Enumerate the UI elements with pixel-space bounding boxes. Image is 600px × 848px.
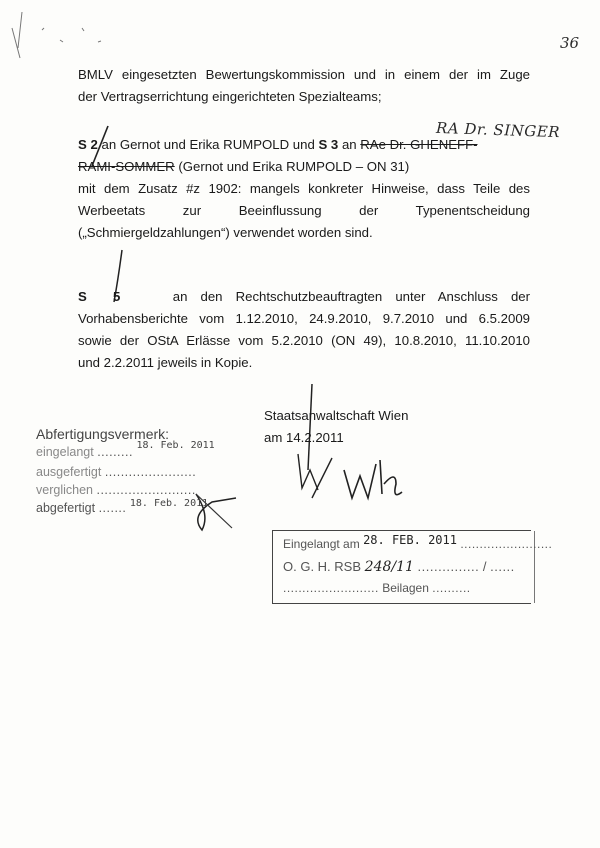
stamp-label: abgefertigt (36, 501, 96, 515)
office-name: Staatsanwaltschaft Wien (264, 408, 409, 423)
abfertigung-stamp (36, 425, 226, 519)
receipt-stamp (272, 530, 553, 604)
stamp-label: eingelangt (36, 445, 94, 459)
paragraph-line (78, 134, 530, 156)
paragraph-line: BMLV eingesetzten Bewertungskommission und in einem der im Zuge (78, 67, 530, 82)
paragraph-line: und 2.2.2011 jeweils in Kopie. (78, 355, 253, 370)
stamp-row: ausgefertigt ....................... (36, 465, 197, 479)
stamp-row: eingelangt ......... $^{18. Feb. 2011}$ (36, 440, 215, 459)
recipient-text: an Gernot und Erika RUMPOLD und (101, 137, 315, 152)
stamp-label: Eingelangt am (283, 537, 360, 551)
paragraph-commission (78, 64, 530, 108)
paragraph-line: sowie der OStA Erlässe vom 5.2.2010 (ON 49), 10.8.2010, 11.10.2010 (78, 333, 530, 348)
beilagen-label: Beilagen (382, 581, 429, 595)
paragraph-line: („Schmiergeldzahlungen“) verwendet worden sind. (78, 225, 373, 240)
stamp-date: 18. Feb. 2011 (136, 440, 215, 451)
signature-block (264, 405, 408, 449)
paragraph-line (78, 286, 530, 308)
paragraph-s5 (78, 286, 530, 374)
signature-date: am 14.2.2011 (264, 430, 344, 445)
paragraph-line: Werbeetats zur Beeinflussung der Typenentscheidung (78, 203, 530, 218)
recipient-text: (Gernot und Erika RUMPOLD – ON 31) (178, 159, 410, 174)
stamp-row: ......................... Beilagen .......... (283, 581, 471, 595)
court-label: O. G. H. (283, 559, 331, 574)
s-label: S (78, 137, 87, 152)
page-number: 36 (560, 34, 580, 52)
paragraph-line: mit dem Zusatz #z 1902: mangels konkreter Hinweise, dass Teile des (78, 181, 530, 196)
stamp-row: abgefertigt ....... $^{18. Feb. 2011}$ (36, 498, 209, 515)
handwritten-note: RA Dr. SINGER (435, 118, 561, 142)
paragraph-line: Vorhabensberichte vom 1.12.2010, 24.9.2010, 9.7.2010 und 6.5.2009 (78, 311, 530, 326)
struck-text: RAe Dr. GHENEFF- (360, 137, 478, 152)
s-number: 2 (90, 137, 98, 152)
paragraph-line (78, 156, 530, 178)
stamp-date: 28. FEB. 2011 (363, 533, 457, 547)
recipient-text: an den Rechtschutzbeauftragten unter Anschluss der (172, 289, 531, 304)
reg-number: 248/11 (364, 559, 414, 575)
recipient-text: an (341, 137, 357, 152)
stamp-label: verglichen (36, 483, 93, 497)
s-label: S (78, 289, 87, 304)
signature-mark (344, 460, 402, 498)
stamp-row: O. G. H. RSB 248/11 ............... / ...... (283, 559, 515, 575)
stamp-row: Eingelangt am 28. FEB. 2011 ........................ (283, 533, 553, 551)
struck-text: RAMI-SOMMER (78, 159, 175, 174)
reg-label: RSB (334, 559, 362, 574)
s-number: 5 (113, 289, 121, 304)
stamp-date: 18. Feb. 2011 (129, 498, 209, 509)
s-label: S 3 (318, 137, 339, 152)
slash: / (482, 559, 487, 574)
paragraph-line: der Vertragserrichtung eingerichteten Spezialteams; (78, 89, 382, 104)
paragraph-s2-s3 (78, 134, 530, 244)
stamp-row: verglichen ......................... (36, 483, 196, 497)
stamp-label: ausgefertigt (36, 465, 102, 479)
stamp-title: Abfertigungsvermerk: (36, 426, 170, 442)
